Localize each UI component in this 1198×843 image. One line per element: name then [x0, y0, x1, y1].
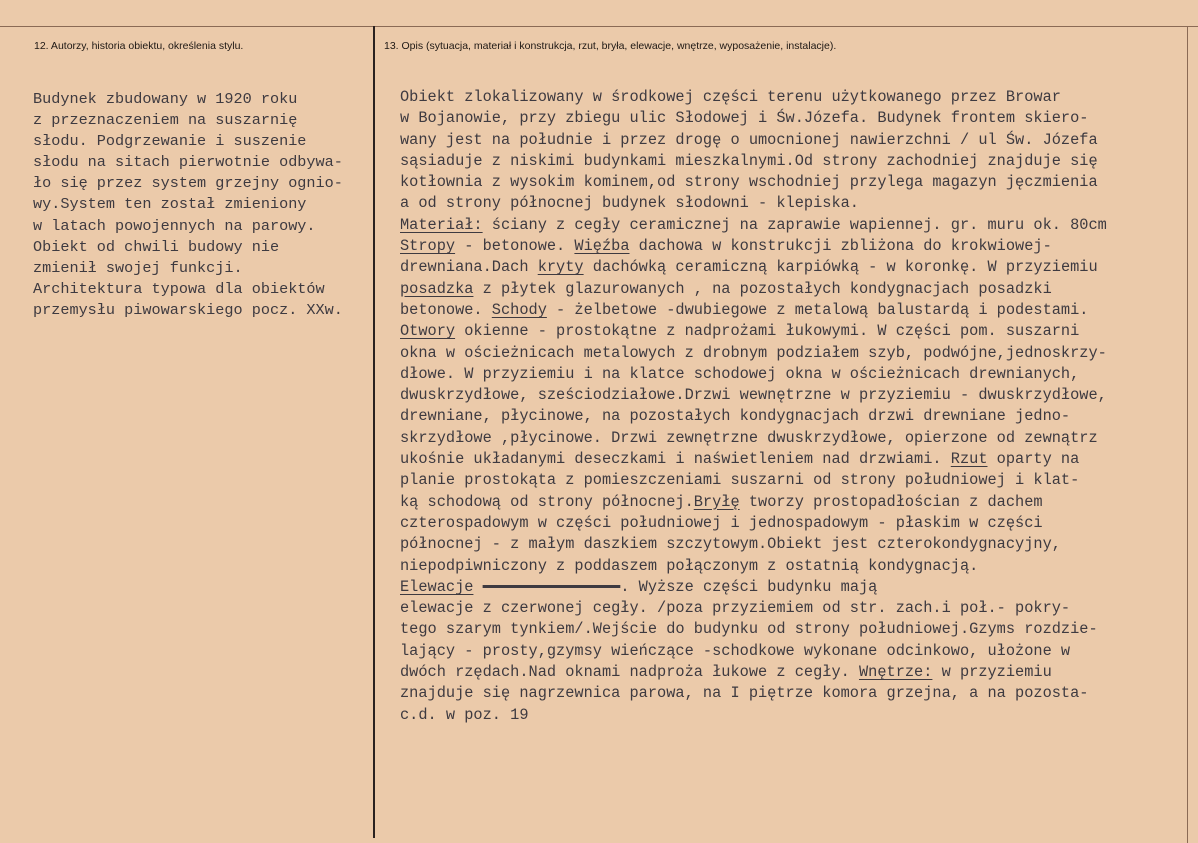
text-line: sąsiaduje z niskimi budynkami mieszkalnymi.Od strony zachodniej znajduje się	[400, 151, 1098, 170]
column-divider	[373, 26, 375, 838]
text-line: posadzka z płytek glazurowanych , na pozostałych kondygnacjach posadzki	[400, 279, 1052, 298]
text-line: w latach powojennych na parowy.	[33, 216, 316, 235]
text-line: kotłownia z wysokim kominem,od strony wschodniej przylega magazyn jęczmienia	[400, 173, 1098, 192]
text-line: drewniana.Dach kryty dachówką ceramiczną karpiówką - w koronkę. W przyziemiu	[400, 258, 1098, 277]
text-line: Obiekt zlokalizowany w środkowej części terenu użytkowanego przez Browar	[400, 88, 1061, 106]
text-line: w Bojanowie, przy zbiegu ulic Słodowej i Św.Józefa. Budynek frontem skiero-	[400, 109, 1089, 128]
text-line: planie prostokąta z pomieszczeniami suszarni od strony południowej i klat-	[400, 471, 1080, 490]
text-line: przemysłu piwowarskiego pocz. XXw.	[33, 300, 343, 319]
text-line: znajduje się nagrzewnica parowa, na I piętrze komora grzejna, a na pozosta-	[400, 684, 1089, 703]
right-border-line	[1187, 26, 1188, 843]
text-line: wany jest na południe i przez drogę o umocnionej nawierzchni / ul Św. Józefa	[400, 130, 1098, 149]
text-line: lający - prosty,gzymsy wieńczące -schodkowe wykonane odcinkowo, ułożone w	[400, 641, 1071, 660]
text-line: niepodpiwniczony z poddaszem połączonym z ostatnią kondygnacją.	[400, 556, 979, 575]
text-line: Otwory okienne - prostokątne z nadprożami łukowymi. W części pom. suszarni	[400, 322, 1080, 341]
text-line: północnej - z małym daszkiem szczytowym.Obiekt jest czterokondygnacyjny,	[400, 535, 1061, 554]
text-line: Elewacje . Wyższe części budynku mają	[400, 577, 878, 596]
text-line: ło się przez system grzejny ognio-	[33, 174, 343, 193]
text-line: drewniane, płycinowe, na pozostałych kondygnacjach drzwi drewniane jedno-	[400, 407, 1071, 426]
text-line: okna w ościeżnicach metalowych z drobnym podziałem szyb, podwójne,jednoskrzy-	[400, 343, 1107, 362]
text-line: skrzydłowe ,płycinowe. Drzwi zewnętrzne dwuskrzydłowe, opierzone od zewnątrz	[400, 428, 1098, 447]
section-13-header: 13. Opis (sytuacja, materiał i konstrukcja, rzut, bryła, elewacje, wnętrze, wyposażenie, instalacje).	[384, 40, 837, 52]
text-line: betonowe. Schody - żelbetowe -dwubiegowe z metalową balustardą i podestami.	[400, 300, 1089, 319]
text-line: ukośnie układanymi deseczkami i naświetleniem nad drzwiami. Rzut oparty na	[400, 450, 1080, 469]
text-line: elewacje z czerwonej cegły. /poza przyziemiem od str. zach.i poł.- pokry-	[400, 599, 1071, 618]
text-line: wy.System ten został zmieniony	[33, 195, 307, 214]
text-line: dwuskrzydłowe, sześciodziałowe.Drzwi wewnętrzne w przyziemiu - dwuskrzydłowe,	[400, 386, 1107, 405]
text-line: Architektura typowa dla obiektów	[33, 279, 325, 298]
description-text	[400, 87, 1107, 726]
text-line: czterospadowym w części południowej i jednospadowym - płaskim w części	[400, 513, 1043, 532]
text-line: Budynek zbudowany w 1920 roku	[33, 90, 298, 108]
text-line: tego szarym tynkiem/.Wejście do budynku od strony południowej.Gzyms rozdzie-	[400, 620, 1098, 639]
text-line: c.d. w poz. 19	[400, 705, 529, 724]
text-line: a od strony północnej budynek słodowni - klepiska.	[400, 194, 859, 213]
text-line: słodu na sitach pierwotnie odbywa-	[33, 153, 343, 172]
text-line: ką schodową od strony północnej.Bryłę tworzy prostopadłościan z dachem	[400, 492, 1043, 511]
text-line: słodu. Podgrzewanie i suszenie	[33, 132, 307, 151]
text-line: Materiał: ściany z cegły ceramicznej na zaprawie wapiennej. gr. muru ok. 80cm	[400, 215, 1107, 234]
text-line: z przeznaczeniem na suszarnię	[33, 111, 298, 130]
text-line: dłowe. W przyziemiu i na klatce schodowej okna w ościeżnicach drewnianych,	[400, 364, 1080, 383]
text-line: zmienił swojej funkcji.	[33, 258, 243, 277]
top-border-line	[0, 26, 1198, 27]
text-line: Stropy - betonowe. Więźba dachowa w konstrukcji zbliżona do krokwiowej-	[400, 237, 1052, 256]
history-text	[33, 89, 343, 321]
text-line: Obiekt od chwili budowy nie	[33, 237, 280, 256]
section-12-header: 12. Autorzy, historia obiektu, określenia stylu.	[34, 40, 244, 52]
text-line: dwóch rzędach.Nad oknami nadproża łukowe z cegły. Wnętrze: w przyziemiu	[400, 663, 1052, 682]
